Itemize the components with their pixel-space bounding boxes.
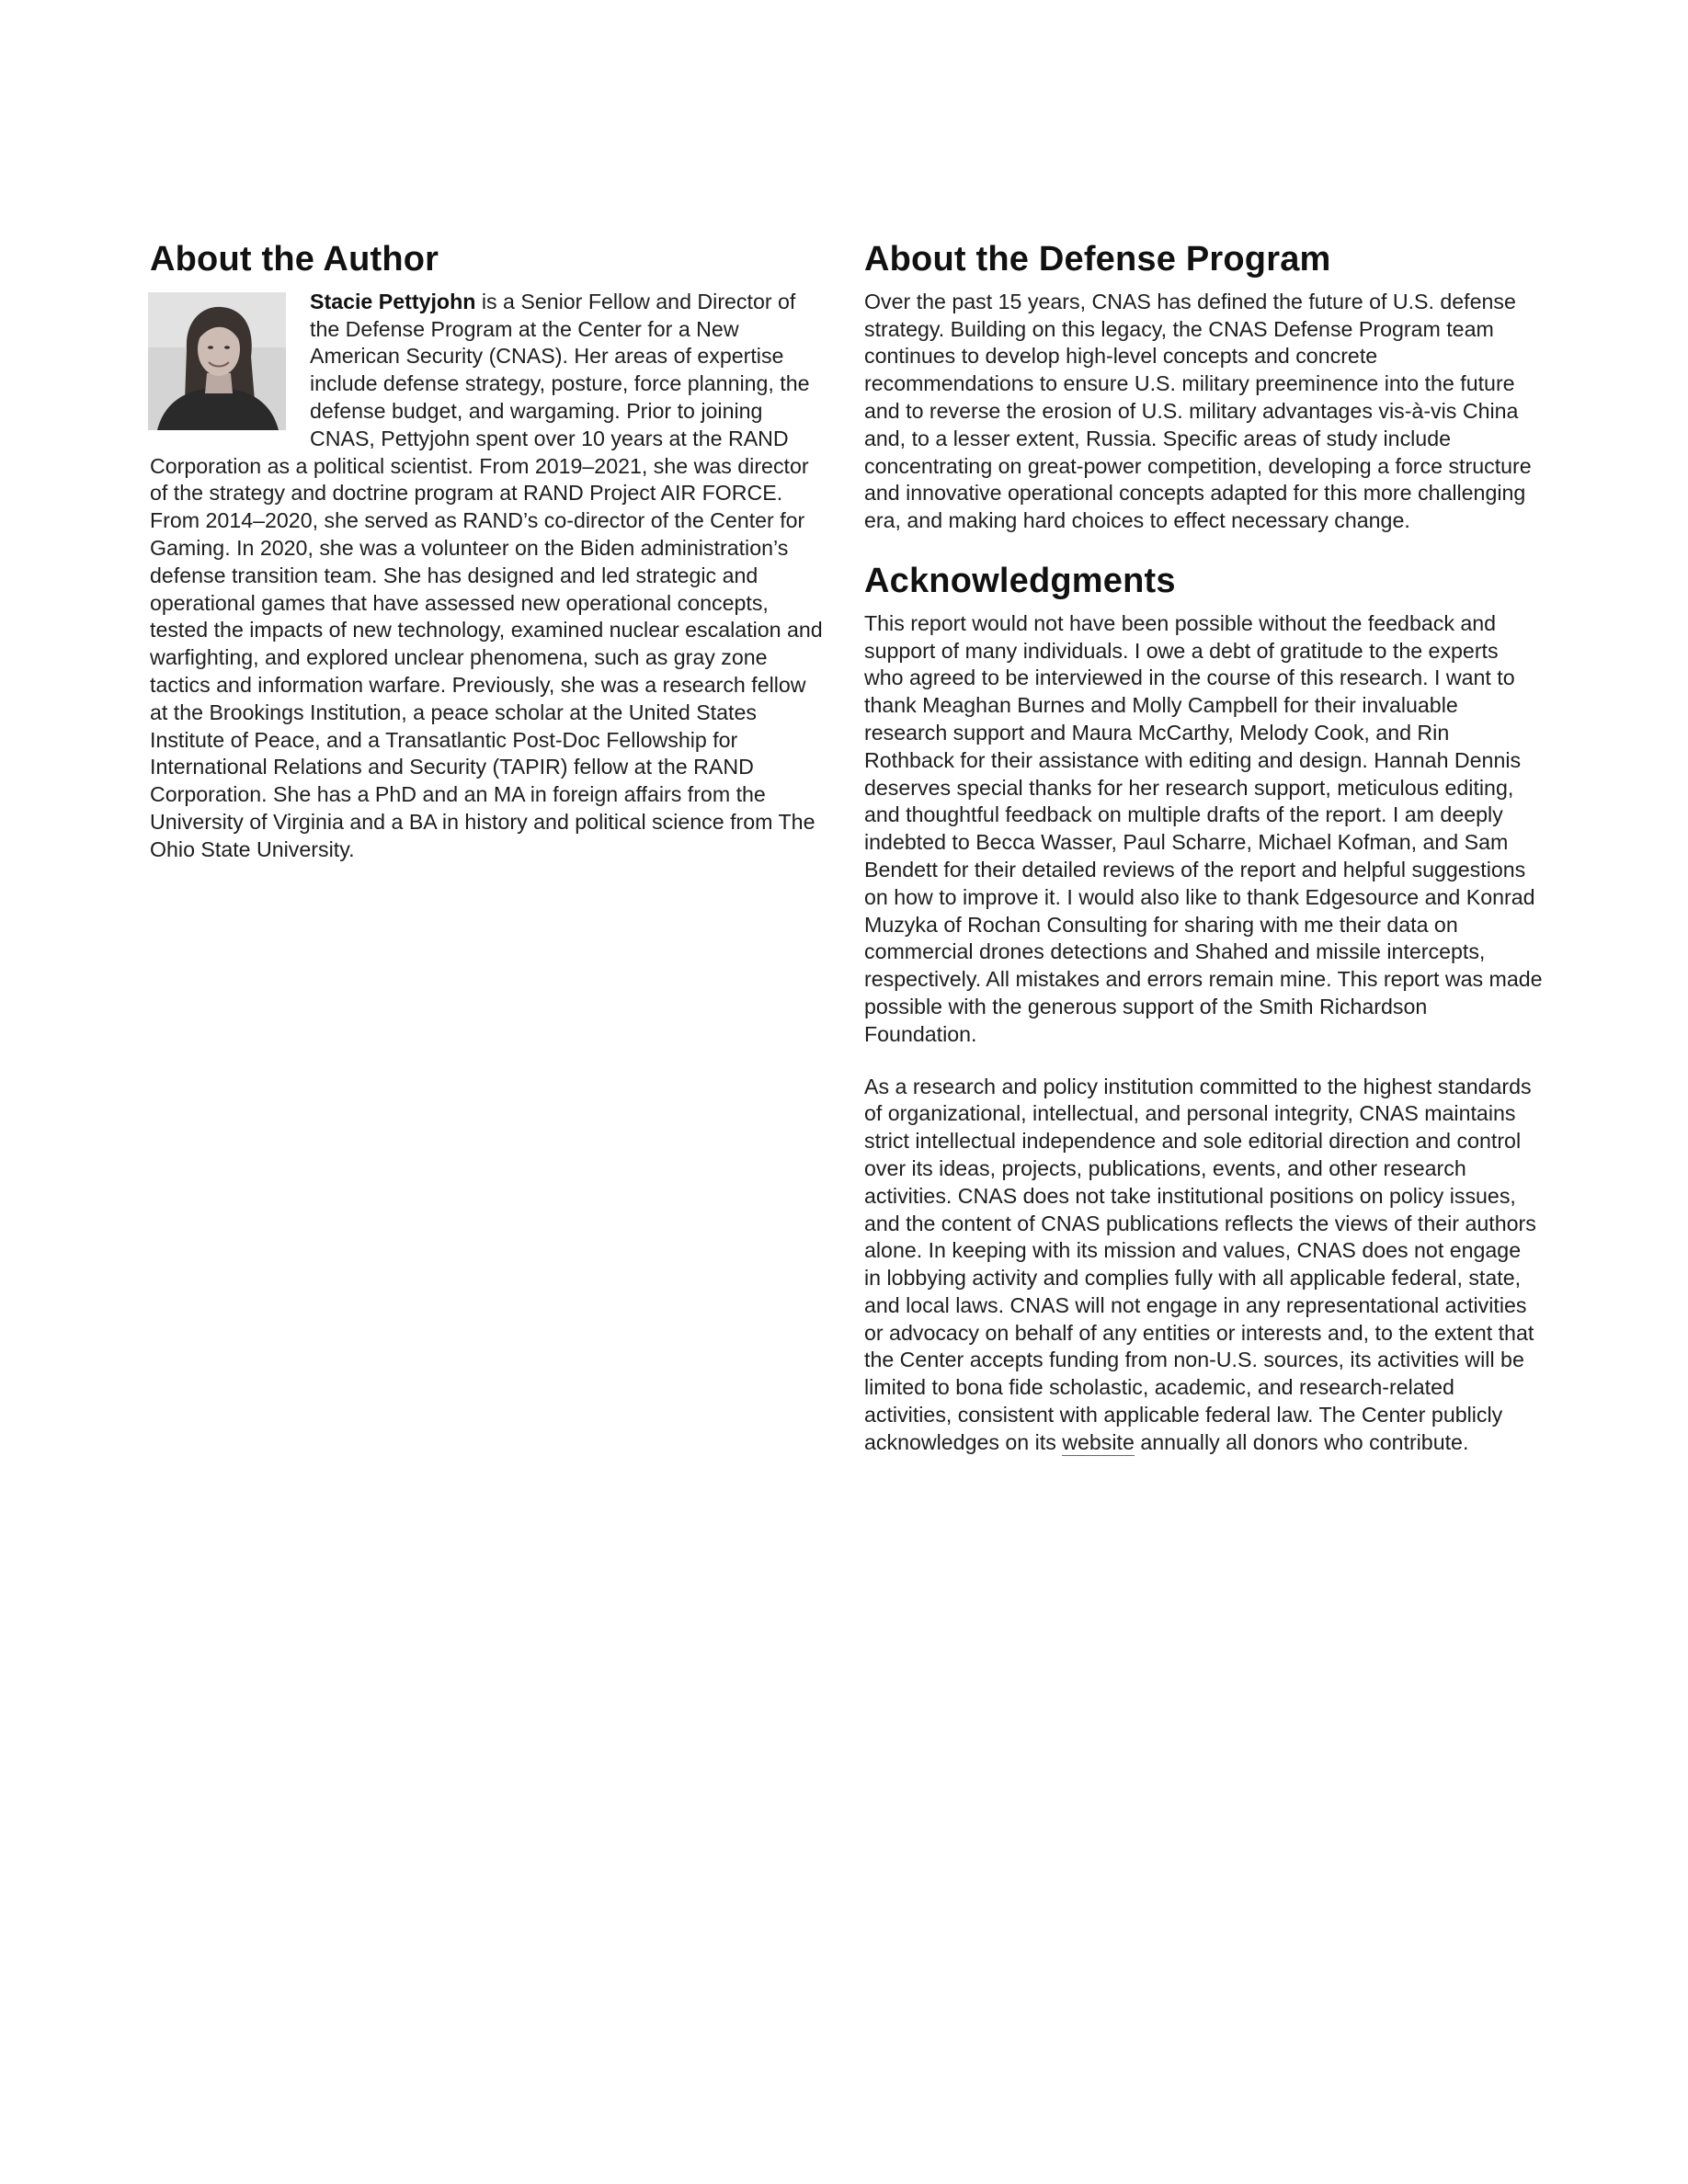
acknowledgments-paragraph-2-text: As a research and policy institution committed to the highest standards of organizational, intellectual, and personal integrity, CNAS maintains strict intellectual independence and sole editorial direction and control over its ideas, projects, publications, events, and other research activities. CNAS does not take institutional positions on policy issues, and the content of CNAS publications reflects the views of their authors alone. In keeping with its mission and values, CNAS does not engage in lobbying activity and complies fully with all applicable federal, state, and local laws. CNAS will not engage in any representational activities or advocacy on behalf of any entities or interests and, to the extent that the Center accepts funding from non-U.S. sources, its activities will be limited to bona fide scholastic, academic, and research-related activities, consistent with applicable federal law. The Center publicly acknowledges on its xyxy=(864,1074,1536,1454)
acknowledgments-paragraph-1: This report would not have been possible without the feedback and support of many individuals. I owe a debt of gratitude to the experts who agreed to be interviewed in the course of this research. I want to thank Meaghan Burnes and Molly Campbell for their invaluable research support and Maura McCarthy, Melody Cook, and Rin Rothback for their assistance with editing and design. Hannah Dennis deserves special thanks for her research support, meticulous editing, and thoughtful feedback on multiple drafts of the report. I am deeply indebted to Becca Wasser, Paul Scharre, Michael Kofman, and Sam Bendett for their detailed reviews of the report and helpful suggestions on how to improve it. I would also like to thank Edgesource and Konrad Muzyka of Rochan Consulting for sharing with me their data on commercial drones detections and Shahed and missile intercepts, respectively. All mistakes and errors remain mine. This report was made possible with the generous support of the Smith Richardson Foundation. xyxy=(864,610,1543,1046)
author-bio-text: is a Senior Fellow and Director of the Defense Program at the Center for a New American Security (CNAS). Her areas of expertise include defense strategy, posture, force planning, the defense budget, and wargaming. Prior to joining CNAS, Pettyjohn spent over 10 years at the RAND Corporation as a political scientist. From 2019–2021, she was director of the strategy and doctrine program at RAND Project AIR FORCE. From 2014–2020, she served as RAND’s co-director of the Center for Gaming. In 2020, she was a volunteer on the Biden administration’s defense transition team. She has designed and led strategic and operational games that have assessed new operational concepts, tested the impacts of new technology, examined nuclear escalation and warfighting, and explored unclear phenomena, such as gray zone tactics and information warfare. Previously, she was a research fellow at the Brookings Institution, a peace scholar at the United States Institute of Peace, and a Transatlantic Post-Doc Fellowship for International Relations and Security (TAPIR) fellow at the RAND Corporation. She has a PhD and an MA in foreign affairs from the University of Virginia and a BA in history and political science from The Ohio State University. xyxy=(150,289,823,861)
author-portrait-icon xyxy=(148,292,286,430)
website-link[interactable]: website xyxy=(1062,1429,1135,1454)
author-name: Stacie Pettyjohn xyxy=(310,289,476,313)
about-author-heading: About the Author xyxy=(150,240,439,279)
acknowledgments-paragraph-2-end: annually all donors who contribute. xyxy=(1134,1429,1469,1454)
defense-program-body: Over the past 15 years, CNAS has defined the future of U.S. defense strategy. Building on this legacy, the CNAS Defense Program team continues to develop high-level concepts and concrete recommendations to ensure U.S. military preeminence into the future and to reverse the erosion of U.S. military advantages vis-à-vis China and, to a lesser extent, Russia. Specific areas of study include concentrating on great-power competition, developing a force structure and innovative operational concepts adapted for this more challenging era, and making hard choices to effect necessary change. xyxy=(864,289,1532,533)
defense-program-section xyxy=(864,241,1543,535)
left-column xyxy=(150,241,827,864)
right-column xyxy=(864,241,1543,1457)
acknowledgments-heading: Acknowledgments xyxy=(864,561,1176,600)
author-photo xyxy=(148,292,286,430)
about-author-section xyxy=(150,241,827,864)
acknowledgments-section xyxy=(864,563,1543,1457)
defense-program-heading: About the Defense Program xyxy=(864,240,1331,279)
acknowledgments-paragraph-2 xyxy=(864,1074,1543,1457)
